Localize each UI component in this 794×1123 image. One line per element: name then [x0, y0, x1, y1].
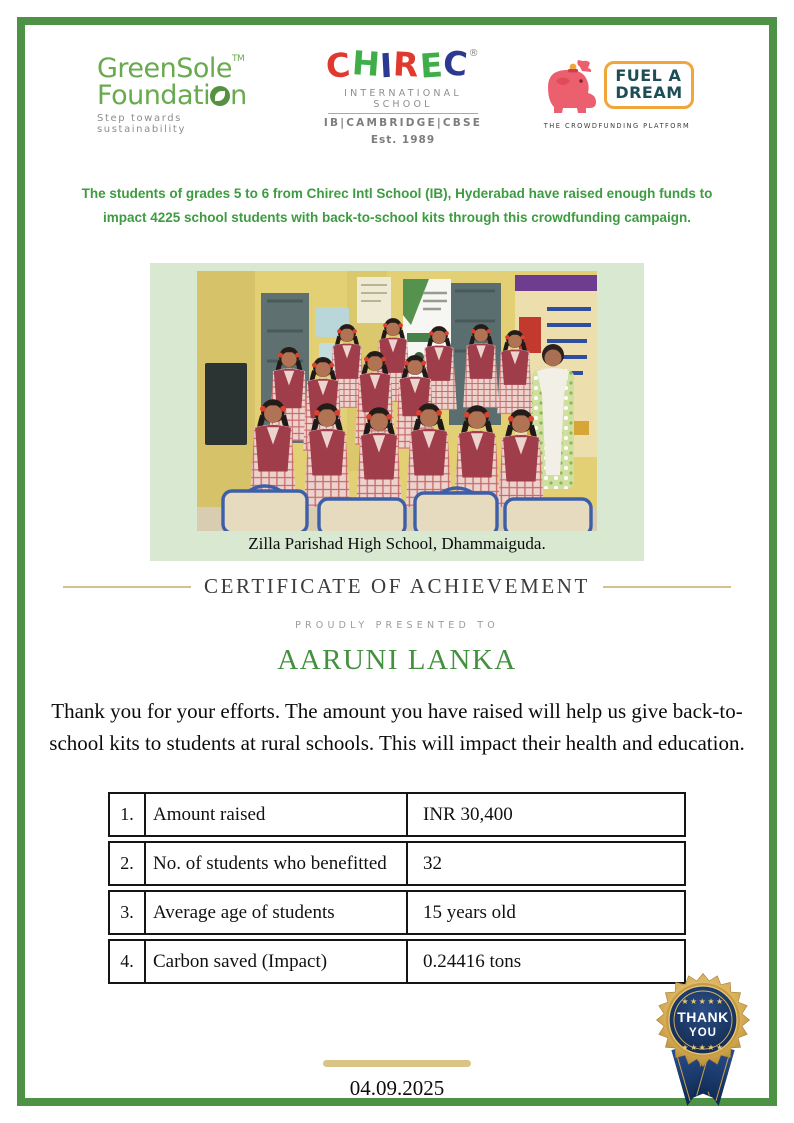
row-number: 1.: [110, 794, 146, 835]
body-line1: Thank you for your efforts. The amount you have raised will help us give back-to-: [51, 699, 743, 724]
chirec-subtitle: INTERNATIONAL SCHOOL: [344, 88, 462, 110]
body-paragraph: [37, 696, 757, 759]
row-label: Carbon saved (Impact): [146, 941, 408, 982]
body-line2: school kits to students at rural schools. This will impact their health and education.: [49, 730, 745, 755]
row-label: Average age of students: [146, 892, 408, 933]
presented-label: PROUDLY PRESENTED TO: [295, 620, 499, 632]
row-value: INR 30,400: [423, 803, 513, 825]
date-rule: [323, 1060, 471, 1067]
chirec-wordmark: [313, 42, 493, 87]
table-row: [108, 841, 686, 886]
table-row: [108, 792, 686, 837]
certificate-content: [25, 25, 769, 1101]
fad-line2: DREAM: [615, 82, 683, 102]
fad-line1: FUEL A: [615, 66, 682, 86]
fuel-a-dream-tagline: THE CROWDFUNDING PLATFORM: [543, 122, 691, 130]
recipient-name: AARUNI LANKA: [277, 644, 517, 677]
school-photo-illustration: [197, 271, 597, 531]
chirec-letter: C: [324, 44, 354, 87]
header-logos: [25, 42, 769, 146]
chirec-letter: E: [418, 45, 445, 86]
certificate-title: CERTIFICATE OF ACHIEVEMENT: [203, 574, 590, 599]
fuel-a-dream-logo: [537, 49, 697, 130]
badge-stars-bottom: ★★★★★: [681, 1043, 725, 1052]
row-label: No. of students who benefitted: [146, 843, 408, 884]
greensole-name-line2: Foundati n: [97, 80, 247, 111]
fuel-a-dream-wordmark: [604, 61, 693, 109]
row-number: 4.: [110, 941, 146, 982]
chirec-letter: I: [379, 45, 395, 86]
badge-stars-top: ★★★★★: [681, 997, 725, 1006]
intro-line1: The students of grades 5 to 6 from Chirec Intl School (IB), Hyderabad have raised enough funds to: [81, 186, 713, 201]
certificate-title-row: [25, 574, 769, 599]
chirec-letter: R: [392, 44, 421, 85]
photo-panel: [150, 263, 644, 561]
greensole-foundation-logo: [97, 49, 269, 135]
intro-line2: impact 4225 school students with back-to-school kits through this crowdfunding campaign.: [102, 209, 692, 225]
title-rule-left: [63, 586, 191, 588]
greensole-leaf-o-icon: [210, 86, 230, 106]
intro-paragraph: [52, 182, 742, 229]
chirec-school-logo: [313, 42, 493, 146]
badge-thank: THANK: [677, 1009, 729, 1025]
row-value: 32: [423, 852, 442, 874]
impact-table: [108, 792, 686, 984]
thank-you-badge: [643, 958, 763, 1110]
table-row: [108, 890, 686, 935]
badge-you: YOU: [689, 1027, 717, 1039]
row-value: 0.24416 tons: [423, 950, 522, 972]
photo-caption: Zilla Parishad High School, Dhammaiguda.: [248, 534, 546, 554]
row-number: 2.: [110, 843, 146, 884]
row-label: Amount raised: [146, 794, 408, 835]
date-text: 04.09.2025: [349, 1076, 445, 1101]
registered-symbol: ®: [468, 48, 480, 59]
row-number: 3.: [110, 892, 146, 933]
chirec-letter: H: [350, 43, 382, 84]
greensole-name-line1: GreenSole™: [97, 53, 245, 84]
trademark-symbol: TM: [232, 54, 245, 64]
elephant-piggybank-icon: [540, 53, 602, 117]
row-value: 15 years old: [423, 901, 516, 923]
title-rule-right: [603, 586, 731, 588]
chirec-letter: C: [441, 42, 471, 85]
chirec-established: Est. 1989: [370, 134, 436, 146]
table-row: [108, 939, 686, 984]
chirec-boards: IB|CAMBRIDGE|CBSE: [323, 117, 483, 129]
chirec-divider: [328, 113, 478, 114]
greensole-tagline: Step towards sustainability: [97, 113, 186, 135]
